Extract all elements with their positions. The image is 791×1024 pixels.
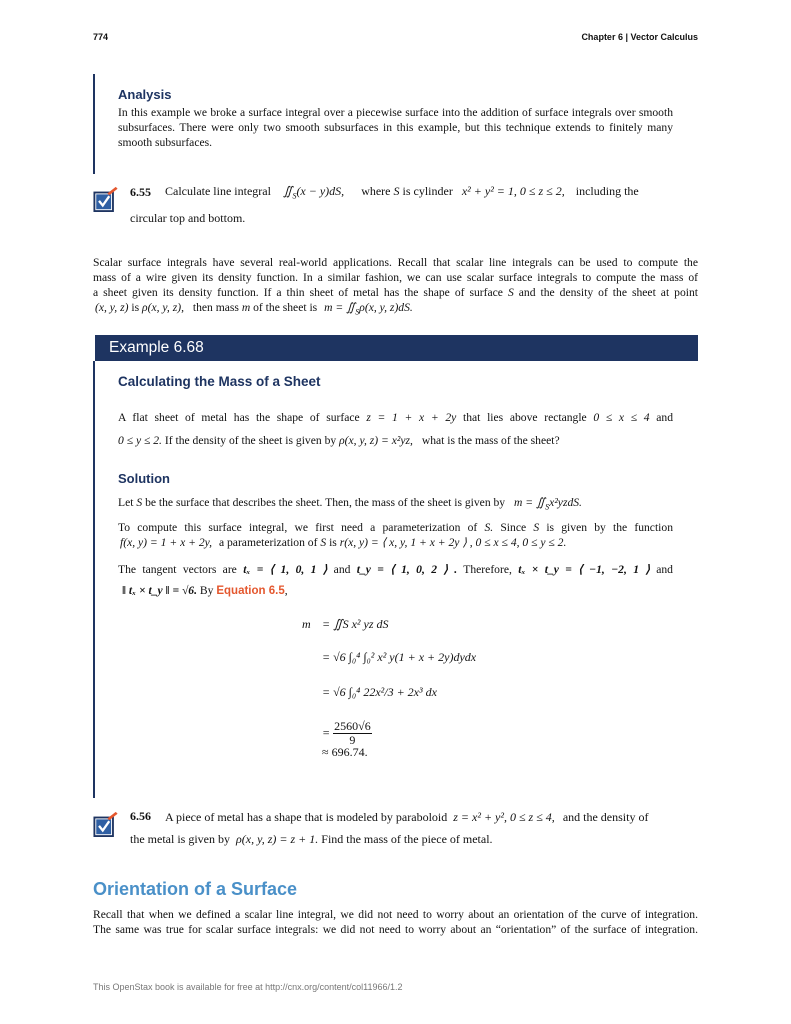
fraction-denominator: 9 <box>349 733 356 747</box>
exercise-text: the metal is given by <box>130 832 230 846</box>
example-banner: Example 6.68 <box>95 335 698 361</box>
surface-symbol: S <box>136 496 143 509</box>
cylinder-condition: x² + y² = 1, 0 ≤ z ≤ 2, <box>461 184 565 198</box>
fraction <box>333 720 372 747</box>
mass-formula: m = ∬ <box>324 301 356 314</box>
problem-text: and <box>656 411 673 424</box>
surface-equation: z = 1 + x + 2y <box>366 411 457 424</box>
section-title: Orientation of a Surface <box>93 879 298 899</box>
exercise-text-line1 <box>165 810 648 825</box>
section-line: Recall that when we defined a scalar line integral, we did not need to worry about an orientation of the curve of integration. <box>93 908 698 921</box>
fraction-numerator: 2560√6 <box>334 719 371 733</box>
example-problem <box>118 410 673 448</box>
solution-text: and <box>656 563 673 576</box>
section-line: The same was true for scalar surface integrals: we did not need to worry about an “orientation” of the surface of integration. <box>93 923 698 936</box>
function-definition: f(x, y) = 1 + x + 2y, <box>120 536 213 549</box>
checklist-pencil-icon <box>93 811 119 837</box>
footer-text: This OpenStax book is available for free at http://cnx.org/content/col11966/1.2 <box>93 982 403 992</box>
double-integral-sign: ∬ <box>282 184 293 198</box>
solution-text: Since <box>500 521 527 534</box>
integral-subscript: S <box>355 307 360 317</box>
running-header: Chapter 6 | Vector Calculus <box>581 32 698 42</box>
equation-link[interactable]: Equation 6.5 <box>216 585 285 597</box>
intro-text: and the density of the sheet at point <box>518 286 698 299</box>
equation-lhs: m <box>302 617 311 631</box>
problem-text: that lies above rectangle <box>463 411 587 424</box>
exercise-text: Find the mass of the piece of metal. <box>321 832 493 846</box>
analysis-bar <box>93 74 95 174</box>
equation-step-1: = ∬S x² yz dS <box>322 617 389 631</box>
paraboloid-equation: z = x² + y², 0 ≤ z ≤ 4, <box>453 810 555 824</box>
intro-text: a sheet given its density function. If a thin sheet of metal has the shape of surface <box>93 286 503 299</box>
equals-sign: = <box>322 725 331 740</box>
solution-text: Therefore, <box>463 563 512 576</box>
problem-text: If the density of the sheet is given by <box>164 434 337 447</box>
solution-text: is given by the function <box>546 521 673 534</box>
exercise-text-line2: circular top and bottom. <box>130 211 246 225</box>
tangent-vector-y: t_y = ⟨ 1, 0, 2 ⟩ . <box>356 563 458 576</box>
exercise-text: A piece of metal has a shape that is modeled by paraboloid <box>165 810 448 824</box>
solution-text: is <box>329 536 337 549</box>
intro-text: of the sheet is <box>253 301 318 314</box>
point-symbol: (x, y, z) <box>95 301 129 314</box>
solution-title: Solution <box>118 471 170 486</box>
exercise-number: 6.56 <box>130 809 151 823</box>
analysis-text: In this example we broke a surface integral over a piecewise surface into the addition of surface integrals over smooth subsurfaces. There were only two smooth subsurfaces in this example, but this technique extends to finitely many smooth subsurfaces. <box>118 106 673 149</box>
section-paragraph <box>93 907 698 937</box>
exercise-text: and the density of <box>562 810 649 824</box>
solution-text: a parameterization of <box>218 536 318 549</box>
integral-subscript: S <box>292 191 297 201</box>
page-number: 774 <box>93 32 109 42</box>
mass-integrand: ρ(x, y, z)dS. <box>359 301 413 314</box>
equation-step-5: ≈ 696.74. <box>322 745 368 759</box>
surface-symbol: S <box>393 184 400 198</box>
example-bar <box>93 361 95 798</box>
mass-symbol: m <box>241 301 251 314</box>
problem-line <box>118 410 673 425</box>
parameterization: r(x, y) = ⟨ x, y, 1 + x + 2y ⟩ , 0 ≤ x ≤ 4, 0 ≤ y ≤ 2. <box>339 536 567 549</box>
intro-paragraph <box>93 255 698 319</box>
solution-line <box>118 562 673 577</box>
x-range: 0 ≤ x ≤ 4 <box>593 411 650 424</box>
solution-line-1 <box>118 495 673 514</box>
density-function: ρ(x, y, z) = x²yz, <box>339 434 413 447</box>
solution-text: To compute this surface integral, we first need a parameterization of <box>118 521 478 534</box>
mass-integrand: x²yzdS. <box>549 496 582 509</box>
analysis-title: Analysis <box>118 87 172 102</box>
solution-text: , <box>284 584 288 597</box>
solution-text: be the surface that describes the sheet. Then, the mass of the sheet is given by <box>145 496 506 509</box>
exercise-text-line2 <box>130 832 493 847</box>
surface-symbol: S <box>533 521 540 534</box>
exercise-text: where <box>361 184 391 198</box>
problem-text: what is the mass of the sheet? <box>421 434 560 447</box>
exercise-number: 6.55 <box>130 185 151 199</box>
solution-line <box>118 535 673 550</box>
tangent-vector-x: tₓ = ⟨ 1, 0, 1 ⟩ <box>243 563 328 576</box>
intro-line: mass of a wire given its density function. In a similar fashion, we can use scalar surface integrals to compute the mass of <box>93 271 698 284</box>
integrand: (x − y)dS, <box>296 184 345 198</box>
y-range: 0 ≤ y ≤ 2. <box>118 434 162 447</box>
cross-product-norm: ‖ tₓ × t_y ‖ = √6. <box>122 584 198 597</box>
intro-line: Scalar surface integrals have several real-world applications. Recall that scalar line integrals can be used to compute the <box>93 256 698 269</box>
density-function: ρ(x, y, z) = z + 1. <box>235 832 319 846</box>
solution-line <box>118 583 673 599</box>
exercise-text: including the <box>575 184 639 198</box>
example-title: Calculating the Mass of a Sheet <box>118 374 321 389</box>
equation-step-3: = √6 ∫₀⁴ 22x²/3 + 2x³ dx <box>322 685 437 699</box>
integral-subscript: S <box>545 502 550 512</box>
solution-line <box>118 520 673 535</box>
checklist-pencil-icon <box>93 186 119 212</box>
surface-symbol: S <box>320 536 327 549</box>
solution-text: Let <box>118 496 134 509</box>
solution-text: By <box>199 584 214 597</box>
solution-text: The tangent vectors are <box>118 563 237 576</box>
intro-text: then mass <box>192 301 239 314</box>
mass-formula: m = ∬ <box>514 496 546 509</box>
exercise-text: Calculate line integral <box>165 184 271 198</box>
problem-line <box>118 433 673 448</box>
exercise-text-line1 <box>165 184 639 200</box>
solution-para-3 <box>118 562 673 599</box>
cross-product: tₓ × t_y = ⟨ −1, −2, 1 ⟩ <box>518 563 650 576</box>
equation-step-4 <box>322 720 372 747</box>
solution-text: and <box>333 563 351 576</box>
surface-symbol: S <box>507 286 514 299</box>
surface-symbol: S. <box>484 521 494 534</box>
equation-step-2: = √6 ∫₀⁴ ∫₀² x² y(1 + x + 2y)dydx <box>322 650 477 664</box>
density-symbol: ρ(x, y, z), <box>142 301 184 314</box>
exercise-text: is cylinder <box>402 184 453 198</box>
intro-line <box>93 285 698 300</box>
intro-text: is <box>131 301 140 314</box>
problem-text: A flat sheet of metal has the shape of surface <box>118 411 360 424</box>
solution-para-2 <box>118 520 673 550</box>
intro-line <box>93 300 698 319</box>
